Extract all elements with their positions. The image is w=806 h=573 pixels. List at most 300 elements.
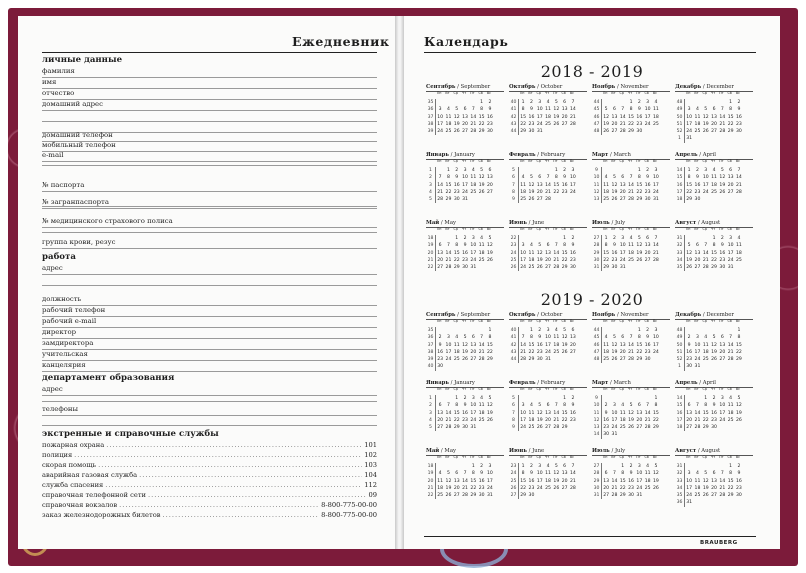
weekday-label: Чт bbox=[544, 387, 550, 391]
day-cell: 21 bbox=[470, 121, 477, 127]
day-cell: 2 bbox=[612, 236, 616, 241]
day-cell bbox=[519, 167, 527, 174]
day-cell: 19 bbox=[487, 410, 493, 416]
week-row bbox=[509, 106, 587, 113]
day-cell bbox=[643, 128, 651, 135]
day-cell: 6 bbox=[712, 107, 716, 113]
day-cell bbox=[635, 395, 643, 402]
weekday-label: Пт bbox=[719, 91, 724, 95]
week-row bbox=[509, 99, 587, 106]
weekday-label: Пн bbox=[519, 455, 525, 459]
day-cell: 18 bbox=[545, 478, 551, 484]
day-cell: 1 bbox=[704, 396, 708, 401]
day-cell: 4 bbox=[471, 168, 475, 173]
day-cell: 7 bbox=[463, 471, 467, 477]
weekday-header bbox=[675, 456, 753, 463]
field-education-phones[interactable]: телефоны bbox=[42, 404, 377, 416]
week-row bbox=[592, 356, 670, 363]
day-cell: 29 bbox=[702, 425, 709, 431]
day-cell: 6 bbox=[712, 471, 716, 477]
dot-leader bbox=[74, 451, 362, 460]
weekday-header bbox=[592, 320, 670, 327]
day-cell: 1 bbox=[563, 236, 567, 241]
field-education-address[interactable]: адрес bbox=[42, 384, 377, 396]
week-number: 42 bbox=[509, 342, 519, 349]
day-cell: 21 bbox=[702, 257, 709, 263]
day-cell: 12 bbox=[453, 114, 460, 120]
month-name-ru: Октябрь bbox=[509, 312, 536, 318]
day-cell bbox=[726, 363, 734, 370]
day-cell: 26 bbox=[487, 417, 493, 423]
day-cell: 8 bbox=[637, 175, 641, 181]
dot-leader bbox=[148, 491, 367, 500]
day-cell: 30 bbox=[644, 197, 651, 203]
weekday-label: Сб bbox=[644, 455, 649, 459]
week-row bbox=[509, 417, 587, 424]
day-cell bbox=[552, 356, 560, 363]
day-cell bbox=[436, 395, 444, 402]
blank-line[interactable] bbox=[42, 165, 377, 166]
month-calendar bbox=[675, 152, 753, 203]
day-cell bbox=[718, 424, 726, 431]
weekday-label: Чт bbox=[710, 387, 716, 391]
week-row bbox=[592, 242, 670, 249]
day-cell bbox=[477, 196, 485, 203]
field-patronymic[interactable]: отчество bbox=[42, 88, 377, 100]
day-cell bbox=[710, 463, 718, 470]
day-cell: 18 bbox=[603, 189, 610, 195]
day-cell: 22 bbox=[727, 121, 734, 127]
day-cell: 11 bbox=[603, 342, 610, 348]
day-cell: 6 bbox=[455, 471, 459, 477]
day-cell: 1 bbox=[629, 100, 633, 105]
day-cell: 27 bbox=[603, 493, 610, 499]
separator: / bbox=[615, 84, 621, 90]
day-cell: 17 bbox=[536, 478, 543, 484]
field-email[interactable]: e-mail bbox=[42, 150, 377, 162]
weekday-header bbox=[426, 456, 504, 463]
weekday-label: Сб bbox=[727, 227, 732, 231]
weekday-label: Ср bbox=[453, 387, 458, 391]
day-cell: 3 bbox=[463, 168, 467, 173]
weekday-label: Чт bbox=[461, 387, 467, 391]
weekday-header bbox=[592, 160, 670, 167]
day-cell: 3 bbox=[621, 236, 625, 241]
day-cell: 19 bbox=[561, 342, 568, 348]
day-cell: 13 bbox=[561, 471, 568, 477]
day-cell: 22 bbox=[478, 121, 485, 127]
field-director[interactable]: директор bbox=[42, 327, 377, 339]
day-cell: 19 bbox=[636, 250, 643, 256]
day-cell: 24 bbox=[644, 121, 651, 127]
weekday-label: Вс bbox=[486, 227, 491, 231]
day-cell: 15 bbox=[727, 478, 734, 484]
day-cell bbox=[444, 363, 452, 370]
week-number: 1 bbox=[426, 395, 436, 402]
day-cell: 9 bbox=[571, 403, 575, 409]
day-cell bbox=[436, 235, 444, 242]
day-cell: 14 bbox=[619, 114, 626, 120]
week-row bbox=[675, 470, 753, 477]
day-cell: 22 bbox=[561, 417, 568, 423]
field-deputy-director[interactable]: замдиректора bbox=[42, 338, 377, 350]
day-cell: 27 bbox=[711, 493, 717, 499]
weekday-label: Пт bbox=[553, 91, 558, 95]
weekday-header bbox=[509, 92, 587, 99]
month-calendar bbox=[426, 312, 504, 371]
week-number: 41 bbox=[509, 106, 519, 113]
day-cell: 29 bbox=[727, 493, 734, 499]
day-cell: 27 bbox=[570, 349, 576, 355]
weekday-label: Пн bbox=[602, 227, 608, 231]
day-cell: 14 bbox=[478, 342, 485, 348]
day-cell bbox=[486, 363, 494, 370]
week-number: 49 bbox=[675, 106, 685, 113]
day-cell: 16 bbox=[462, 410, 468, 416]
day-cell: 19 bbox=[611, 189, 618, 195]
day-cell bbox=[726, 499, 734, 506]
day-cell: 16 bbox=[462, 250, 468, 256]
day-cell bbox=[569, 196, 577, 203]
day-cell: 23 bbox=[437, 357, 444, 363]
day-cell: 5 bbox=[704, 471, 708, 477]
day-cell bbox=[436, 167, 444, 174]
day-cell: 1 bbox=[654, 396, 658, 401]
day-cell bbox=[477, 424, 485, 431]
field-home-address[interactable]: домашний адрес bbox=[42, 99, 377, 111]
day-cell: 17 bbox=[437, 121, 444, 127]
day-cell: 16 bbox=[628, 478, 634, 484]
day-cell: 7 bbox=[629, 175, 633, 181]
day-cell: 9 bbox=[695, 175, 699, 181]
day-cell: 10 bbox=[619, 243, 626, 249]
weekday-label: Сб bbox=[644, 159, 649, 163]
day-cell bbox=[635, 264, 643, 271]
week-row bbox=[426, 250, 504, 257]
day-cell: 3 bbox=[538, 464, 542, 469]
day-cell bbox=[444, 395, 452, 402]
field-insurance[interactable]: № медицинского страхового полиса bbox=[42, 216, 377, 228]
day-cell: 14 bbox=[736, 175, 742, 181]
weekday-label: Вт bbox=[528, 91, 533, 95]
weekday-label: Вс bbox=[569, 159, 574, 163]
day-cell: 10 bbox=[520, 250, 527, 256]
day-cell: 3 bbox=[612, 403, 616, 409]
day-cell: 3 bbox=[571, 168, 575, 173]
day-cell: 5 bbox=[538, 243, 542, 249]
day-cell: 12 bbox=[536, 410, 543, 416]
week-number: 16 bbox=[675, 410, 685, 417]
day-cell: 25 bbox=[694, 129, 701, 135]
day-cell: 4 bbox=[695, 107, 699, 113]
blank-line[interactable] bbox=[42, 285, 377, 286]
week-number: 23 bbox=[509, 463, 519, 470]
week-number: 3 bbox=[426, 410, 436, 417]
day-cell: 31 bbox=[619, 265, 626, 271]
day-cell: 24 bbox=[437, 129, 444, 135]
month-name-en: July bbox=[614, 448, 626, 454]
day-cell: 15 bbox=[636, 342, 643, 348]
weekday-label: Пн bbox=[436, 455, 442, 459]
day-cell: 16 bbox=[528, 478, 535, 484]
month-calendar bbox=[509, 380, 587, 431]
day-cell: 22 bbox=[520, 121, 527, 127]
weekday-label: Пн bbox=[519, 387, 525, 391]
day-cell: 7 bbox=[654, 236, 658, 241]
day-cell: 16 bbox=[453, 182, 460, 188]
day-cell: 7 bbox=[446, 403, 450, 409]
day-cell: 15 bbox=[636, 182, 643, 188]
week-row bbox=[592, 342, 670, 349]
day-cell: 30 bbox=[462, 425, 468, 431]
day-cell: 22 bbox=[619, 485, 626, 491]
week-row bbox=[592, 470, 670, 477]
week-row bbox=[509, 242, 587, 249]
week-row bbox=[592, 264, 670, 271]
day-cell: 12 bbox=[536, 250, 543, 256]
day-cell: 13 bbox=[619, 342, 626, 348]
day-cell: 4 bbox=[455, 335, 459, 341]
day-cell: 21 bbox=[727, 349, 734, 355]
week-row bbox=[426, 470, 504, 477]
day-cell: 17 bbox=[536, 114, 543, 120]
day-cell bbox=[444, 235, 452, 242]
day-cell bbox=[735, 363, 743, 370]
month-name-en: August bbox=[701, 448, 721, 454]
day-cell bbox=[635, 431, 643, 438]
week-row bbox=[426, 417, 504, 424]
separator: / bbox=[696, 220, 702, 226]
day-cell bbox=[619, 431, 627, 438]
week-number: 13 bbox=[592, 196, 602, 203]
day-cell: 21 bbox=[694, 417, 701, 423]
day-cell: 25 bbox=[736, 257, 742, 263]
day-cell: 23 bbox=[528, 121, 535, 127]
field-home-phone[interactable]: домашний телефон bbox=[42, 130, 377, 142]
blank-line[interactable] bbox=[42, 401, 377, 402]
day-cell: 13 bbox=[570, 335, 576, 341]
week-row bbox=[675, 196, 753, 203]
day-cell bbox=[477, 264, 485, 271]
weekday-label: Сб bbox=[478, 91, 483, 95]
day-cell: 31 bbox=[487, 493, 493, 499]
week-number: 9 bbox=[592, 167, 602, 174]
day-cell: 31 bbox=[545, 357, 551, 363]
day-cell: 27 bbox=[644, 257, 651, 263]
day-cell: 13 bbox=[603, 478, 610, 484]
week-number: 12 bbox=[592, 189, 602, 196]
day-cell: 6 bbox=[488, 168, 492, 173]
day-cell: 21 bbox=[553, 257, 560, 263]
field-teachers-room[interactable]: учительская bbox=[42, 349, 377, 361]
day-cell bbox=[486, 424, 494, 431]
month-calendar bbox=[509, 84, 587, 135]
day-cell: 13 bbox=[711, 114, 717, 120]
weekday-header bbox=[509, 228, 587, 235]
month-name-ru: Май bbox=[426, 448, 440, 454]
field-work-phone[interactable]: рабочий телефон bbox=[42, 305, 377, 317]
day-cell: 31 bbox=[462, 197, 468, 203]
week-row bbox=[675, 424, 753, 431]
field-passport[interactable]: № паспорта bbox=[42, 180, 377, 192]
weekday-label: Вс bbox=[569, 319, 574, 323]
week-number-header bbox=[426, 388, 435, 395]
day-cell: 4 bbox=[554, 328, 558, 333]
week-number: 51 bbox=[675, 121, 685, 128]
day-cell: 20 bbox=[711, 121, 717, 127]
day-cell bbox=[560, 128, 568, 135]
day-cell: 11 bbox=[628, 243, 634, 249]
weekday-label: Вс bbox=[486, 387, 491, 391]
day-cell: 27 bbox=[619, 197, 626, 203]
field-surname[interactable]: фамилия bbox=[42, 66, 377, 78]
week-row bbox=[426, 167, 504, 174]
day-cell: 30 bbox=[570, 265, 576, 271]
day-cell: 8 bbox=[729, 107, 733, 113]
weekday-label: Сб bbox=[478, 227, 483, 231]
day-cell: 9 bbox=[629, 471, 633, 477]
day-cell: 11 bbox=[644, 471, 651, 477]
day-cell: 25 bbox=[545, 485, 551, 491]
week-row bbox=[592, 334, 670, 341]
weekday-label: Чт bbox=[627, 159, 633, 163]
day-cell bbox=[436, 463, 444, 470]
day-cell: 13 bbox=[711, 478, 717, 484]
week-number: 36 bbox=[675, 499, 685, 506]
month-name-en: March bbox=[613, 152, 631, 158]
day-cell: 3 bbox=[646, 100, 650, 105]
week-number: 39 bbox=[426, 128, 436, 135]
day-cell: 28 bbox=[628, 357, 634, 363]
week-number-header bbox=[509, 388, 518, 395]
day-cell: 4 bbox=[521, 175, 525, 181]
week-number: 4 bbox=[426, 189, 436, 196]
day-cell: 14 bbox=[719, 478, 726, 484]
week-number-header bbox=[592, 228, 601, 235]
week-row bbox=[675, 235, 753, 242]
week-row bbox=[426, 114, 504, 121]
day-cell: 19 bbox=[478, 182, 485, 188]
day-cell: 11 bbox=[453, 342, 460, 348]
day-cell: 20 bbox=[470, 349, 477, 355]
day-cell bbox=[461, 327, 469, 334]
day-cell: 26 bbox=[628, 425, 634, 431]
day-cell: 15 bbox=[619, 478, 626, 484]
day-cell bbox=[444, 463, 452, 470]
dot-leader bbox=[106, 441, 362, 450]
field-blood-group[interactable]: группа крови, резус bbox=[42, 237, 377, 249]
week-row bbox=[592, 121, 670, 128]
week-number: 16 bbox=[675, 182, 685, 189]
service-number: 112 bbox=[364, 481, 377, 489]
weekday-label: Пт bbox=[636, 319, 641, 323]
day-cell: 19 bbox=[611, 349, 618, 355]
day-cell bbox=[552, 492, 560, 499]
weekday-header bbox=[426, 228, 504, 235]
field-office[interactable]: канцелярия bbox=[42, 360, 377, 372]
day-cell bbox=[735, 499, 743, 506]
day-cell: 6 bbox=[563, 464, 567, 469]
week-number: 1 bbox=[426, 167, 436, 174]
day-cell: 23 bbox=[686, 357, 693, 363]
day-cell bbox=[552, 235, 560, 242]
weekday-label: Сб bbox=[561, 159, 566, 163]
day-cell: 28 bbox=[545, 197, 551, 203]
day-cell: 27 bbox=[561, 485, 568, 491]
week-number: 34 bbox=[675, 485, 685, 492]
day-cell: 24 bbox=[702, 189, 709, 195]
day-cell bbox=[560, 492, 568, 499]
month-calendar bbox=[592, 448, 670, 499]
day-cell: 24 bbox=[545, 349, 551, 355]
week-number: 11 bbox=[592, 410, 602, 417]
day-cell: 9 bbox=[571, 243, 575, 249]
separator: / bbox=[608, 152, 614, 158]
day-cell: 24 bbox=[694, 357, 701, 363]
day-cell: 4 bbox=[480, 236, 484, 241]
blank-line[interactable] bbox=[42, 425, 377, 426]
day-cell: 8 bbox=[446, 175, 450, 181]
day-cell bbox=[710, 99, 718, 106]
blank-line[interactable] bbox=[42, 232, 377, 233]
week-row bbox=[592, 424, 670, 431]
day-cell: 19 bbox=[603, 121, 610, 127]
field-work-email[interactable]: рабочий e-mail bbox=[42, 316, 377, 328]
week-number: 6 bbox=[509, 174, 519, 181]
field-work-address[interactable]: адрес bbox=[42, 263, 377, 275]
day-cell bbox=[693, 395, 701, 402]
week-number: 40 bbox=[426, 363, 436, 370]
week-number: 47 bbox=[592, 349, 602, 356]
weekday-header bbox=[675, 228, 753, 235]
day-cell: 24 bbox=[445, 357, 452, 363]
day-cell: 28 bbox=[694, 425, 701, 431]
day-cell: 24 bbox=[487, 485, 493, 491]
weekday-label: Пт bbox=[470, 91, 475, 95]
week-number-header bbox=[426, 92, 435, 99]
field-foreign-passport[interactable]: № загранпаспорта bbox=[42, 197, 377, 209]
week-number: 15 bbox=[675, 402, 685, 409]
day-cell: 12 bbox=[702, 478, 709, 484]
week-row bbox=[509, 121, 587, 128]
day-cell: 25 bbox=[470, 189, 477, 195]
week-row bbox=[509, 167, 587, 174]
field-position[interactable]: должность bbox=[42, 294, 377, 306]
day-cell: 18 bbox=[702, 349, 709, 355]
field-mobile-phone[interactable]: мобильный телефон bbox=[42, 140, 377, 152]
day-cell: 31 bbox=[727, 265, 734, 271]
week-row bbox=[509, 334, 587, 341]
weekday-label: Ср bbox=[702, 159, 707, 163]
day-cell: 2 bbox=[604, 403, 608, 409]
day-cell bbox=[461, 463, 469, 470]
field-name[interactable]: имя bbox=[42, 77, 377, 89]
day-cell: 19 bbox=[736, 410, 742, 416]
day-cell bbox=[544, 235, 552, 242]
weekday-label: Ср bbox=[619, 455, 624, 459]
day-cell: 3 bbox=[471, 236, 475, 241]
day-cell: 21 bbox=[478, 349, 485, 355]
week-number: 43 bbox=[509, 349, 519, 356]
day-cell: 21 bbox=[570, 478, 576, 484]
day-cell: 11 bbox=[545, 107, 551, 113]
week-row bbox=[592, 114, 670, 121]
week-number: 46 bbox=[592, 114, 602, 121]
day-cell: 12 bbox=[553, 471, 560, 477]
day-cell bbox=[718, 463, 726, 470]
day-cell: 3 bbox=[729, 236, 733, 241]
day-cell: 1 bbox=[621, 464, 625, 469]
